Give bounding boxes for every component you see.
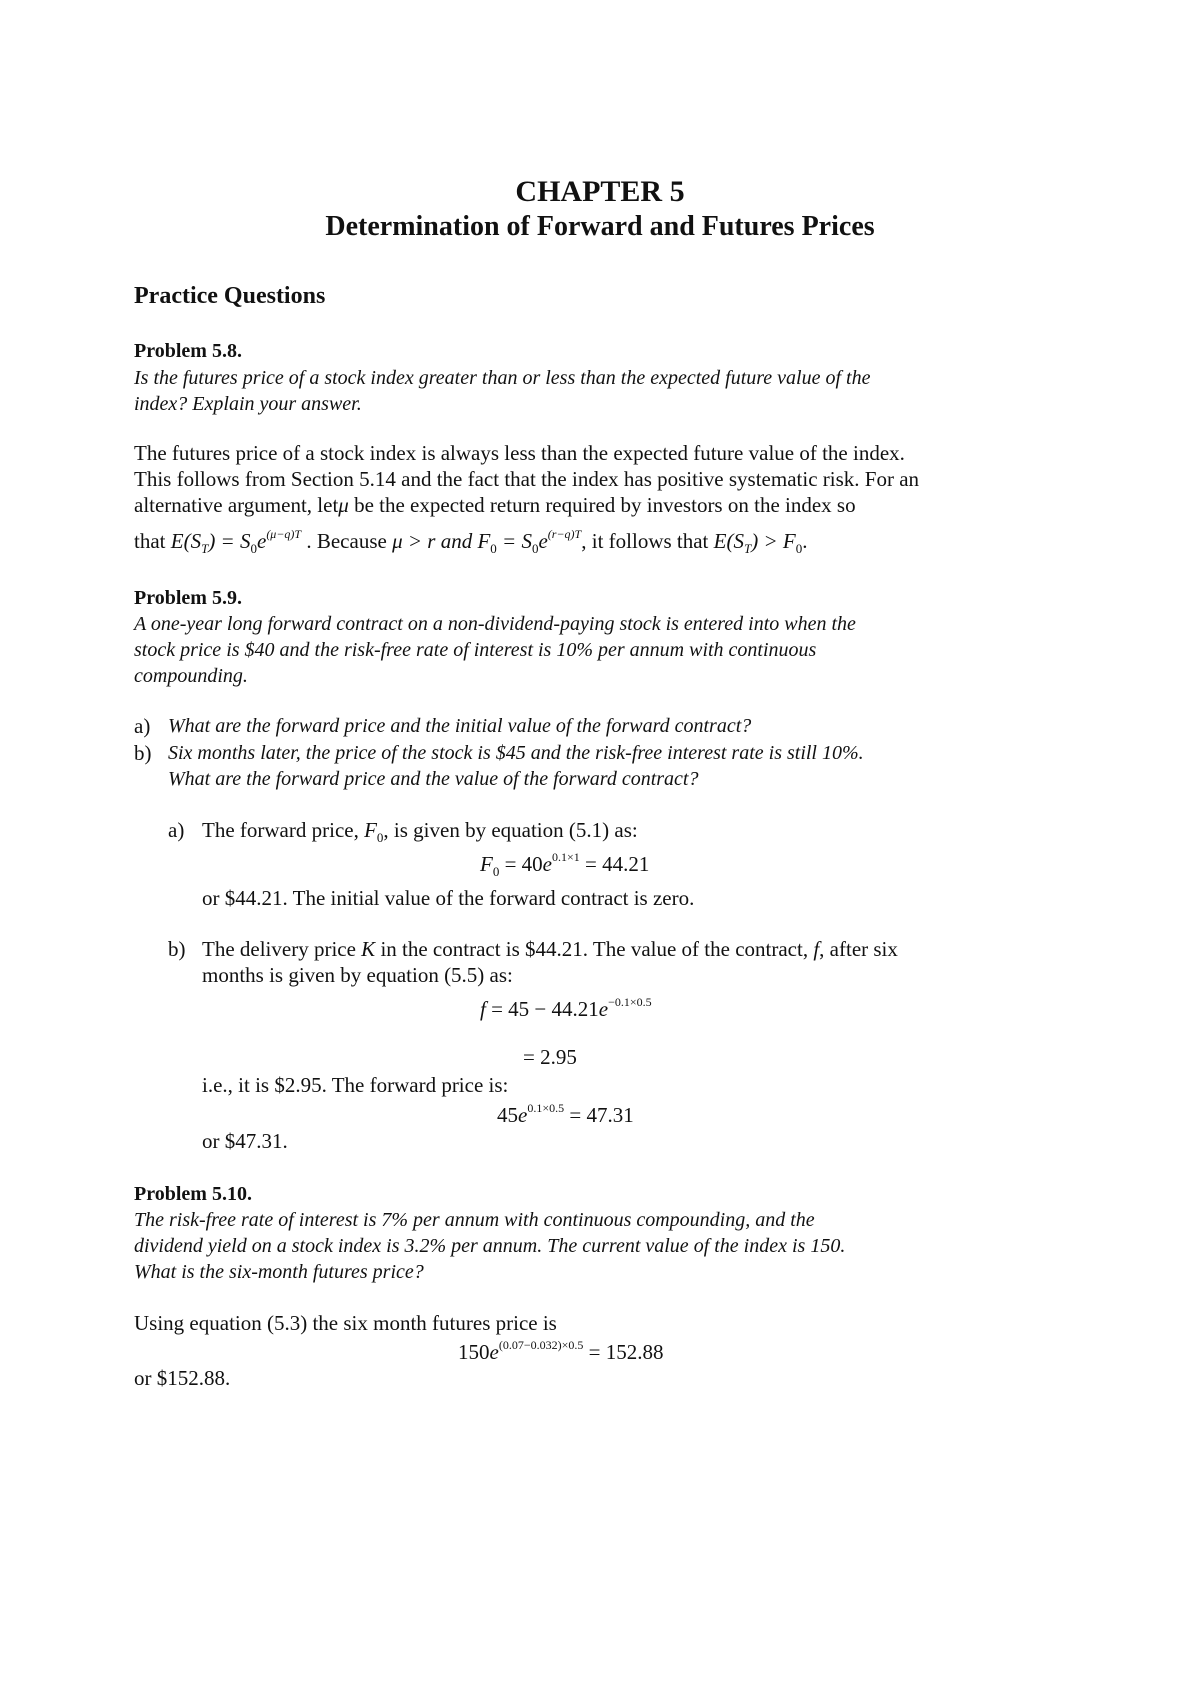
chapter-number: CHAPTER 5 (515, 175, 685, 208)
answer-b-line: months is given by equation (5.5) as: (202, 963, 513, 987)
math-run: = 40 (499, 852, 543, 876)
problem-5-10-heading: Problem 5.10. (134, 1183, 252, 1205)
problem-5-9-question-line: compounding. (134, 665, 248, 687)
problem-5-8-answer-line: The futures price of a stock index is always less than the expected future value of the index. (134, 441, 905, 465)
text-run: . Because (301, 529, 393, 553)
list-label-b: b) (134, 741, 152, 765)
equation-new-forward-price (497, 1101, 634, 1132)
text-run: alternative argument, let (134, 493, 339, 517)
mu-symbol: μ (392, 529, 403, 553)
math-run: e (538, 529, 548, 553)
math-run: = 44.21 (579, 852, 650, 876)
math-run: > r and F (402, 529, 491, 553)
problem-5-9-heading: Problem 5.9. (134, 587, 242, 609)
math-sub: 0 (531, 541, 539, 557)
math-run: = 45 − 44.21 (485, 997, 599, 1021)
answer-b-line: i.e., it is $2.95. The forward price is: (202, 1073, 509, 1097)
math-run: = 152.88 (583, 1340, 664, 1364)
math-sub: T (201, 541, 209, 557)
math-run: e (598, 997, 609, 1021)
answer-label-a: a) (168, 818, 185, 842)
answer-a-line: or $44.21. The initial value of the forward contract is zero. (202, 886, 695, 910)
text-run: , after six (819, 937, 898, 961)
math-exponent: (r−q)T (547, 527, 582, 541)
math-run: e (518, 1103, 528, 1127)
math-exponent: 0.1×0.5 (527, 1101, 565, 1115)
problem-5-9-part-b-question: What are the forward price and the value of the forward contract? (168, 768, 699, 790)
problem-5-8-answer-line (134, 491, 856, 519)
problem-5-10-question-line: The risk-free rate of interest is 7% per annum with continuous compounding, and the (134, 1209, 815, 1231)
equation-result: = 2.95 (523, 1045, 577, 1069)
math-sub: 0 (376, 830, 384, 846)
text-run: that (134, 529, 171, 553)
problem-5-8-formula-line (134, 527, 807, 558)
answer-label-b: b) (168, 937, 186, 961)
math-run: ) = S (208, 529, 251, 553)
math-run: f (813, 937, 820, 961)
math-run: = 47.31 (564, 1103, 634, 1127)
math-sub: T (743, 541, 752, 557)
problem-5-10-question-line: dividend yield on a stock index is 3.2% per annum. The current value of the index is 150. (134, 1235, 846, 1257)
equation-futures-price (458, 1338, 663, 1369)
problem-5-9-question-line: stock price is $40 and the risk-free rate of interest is 10% per annum with continuous (134, 639, 817, 661)
math-run: F (480, 852, 493, 876)
problem-5-10-answer-line: Using equation (5.3) the six month futures price is (134, 1311, 557, 1335)
answer-a-line (202, 816, 638, 844)
math-sub: 0 (250, 541, 257, 557)
math-sub: 0 (490, 541, 497, 557)
text-run: The delivery price (202, 937, 362, 961)
list-label-a: a) (134, 714, 151, 738)
answer-b-line (202, 935, 898, 963)
math-run: e (542, 852, 552, 876)
math-run: F (364, 818, 377, 842)
math-run: ) > F (751, 529, 796, 553)
math-exponent: −0.1×0.5 (608, 995, 652, 1009)
problem-5-9-question-line: A one-year long forward contract on a non-dividend-paying stock is entered into when the (134, 613, 856, 635)
math-exponent: (0.07−0.032)×0.5 (498, 1338, 584, 1352)
math-sub: 0 (795, 541, 803, 557)
math-run: E(S (713, 529, 744, 553)
math-run: e (489, 1340, 499, 1364)
problem-5-9-part-a-question: What are the forward price and the initial value of the forward contract? (168, 715, 752, 737)
problem-5-8-answer-line: This follows from Section 5.14 and the fact that the index has positive systematic risk. For an (134, 467, 920, 491)
problem-5-10-answer-line: or $152.88. (134, 1366, 231, 1390)
text-run: , it follows that (581, 529, 714, 553)
text-run: , is given by equation (5.1) as: (383, 818, 638, 842)
problem-5-10-question-line: What is the six-month futures price? (134, 1261, 424, 1283)
mu-symbol: μ (338, 493, 349, 517)
text-run: in the contract is $44.21. The value of the contract, (375, 937, 814, 961)
answer-b-line: or $47.31. (202, 1129, 288, 1153)
math-run: E(S (170, 529, 202, 553)
math-run: 150 (458, 1340, 490, 1364)
math-run: f (480, 997, 486, 1021)
math-run: K (361, 937, 376, 961)
math-run: e (256, 529, 267, 553)
chapter-title: Determination of Forward and Futures Prices (325, 211, 875, 242)
math-sub: 0 (492, 864, 500, 880)
math-run: = S (496, 529, 532, 553)
problem-5-8-question-line: index? Explain your answer. (134, 393, 362, 415)
problem-5-8-heading: Problem 5.8. (134, 340, 242, 362)
text-run: The forward price, (202, 818, 365, 842)
math-run: 45 (497, 1103, 518, 1127)
math-exponent: 0.1×1 (552, 850, 580, 864)
problem-5-9-part-b-question: Six months later, the price of the stock is $45 and the risk-free interest rate is still 10%. (168, 742, 864, 764)
section-heading: Practice Questions (134, 283, 326, 309)
problem-5-8-question-line: Is the futures price of a stock index greater than or less than the expected future value of the (134, 367, 871, 389)
text-run: be the expected return required by investors on the index so (348, 493, 856, 517)
text-run: . (802, 529, 808, 553)
equation-contract-value (480, 995, 652, 1026)
equation-forward-price (480, 850, 649, 881)
math-exponent: (μ−q)T (266, 527, 302, 541)
